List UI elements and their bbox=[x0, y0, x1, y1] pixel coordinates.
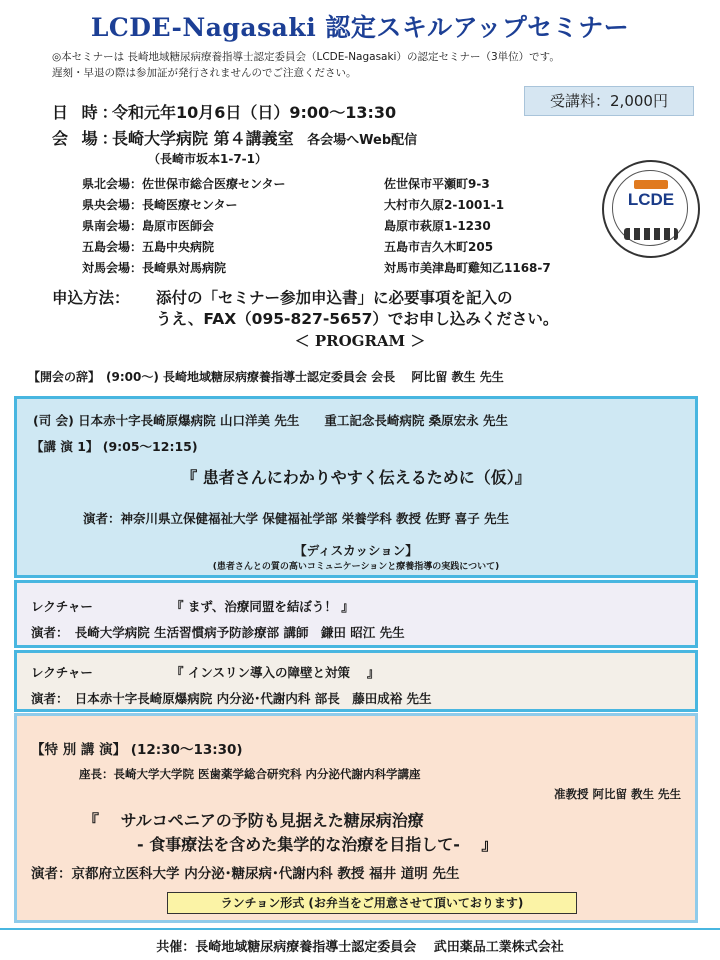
datetime-value: 令和元年10月6日（日）9:00～13:30 bbox=[112, 103, 397, 122]
logo-figures-icon bbox=[624, 228, 678, 240]
logo-ribbon bbox=[634, 180, 668, 189]
site-table bbox=[82, 174, 551, 279]
site-address: 五島市吉久木町205 bbox=[384, 240, 494, 254]
special-lecture-title-2: - 食事療法を含めた集学的な治療を目指して- 』 bbox=[137, 835, 498, 854]
site-name: 五島会場：五島中央病院 bbox=[82, 240, 215, 254]
note-line-2: 遅刻・早退の際は参加証が発行されませんのでご注意ください。 bbox=[52, 67, 357, 79]
site-name: 県北会場：佐世保市総合医療センター bbox=[82, 177, 286, 191]
site-address: 対馬市美津島町雞知乙1168-7 bbox=[384, 261, 551, 275]
application-method bbox=[52, 288, 558, 330]
venue-extra: 各会場へWeb配信 bbox=[307, 133, 418, 148]
fee-badge: 受講料：2,000円 bbox=[524, 86, 694, 116]
co-sponsors: 共催：長崎地域糖尿病療養指導士認定委員会 武田薬品工業株式会社 bbox=[156, 940, 564, 955]
lecture-1-title: 『 患者さんにわかりやすく伝えるために（仮）』 bbox=[181, 468, 531, 487]
opening-remarks: 【開会の辞】 (9:00～) 長崎地域糖尿病療養指導士認定委員会 会長 阿比留 教生 先生 bbox=[28, 370, 504, 384]
venue-label: 会 場： bbox=[52, 129, 122, 148]
special-lecture-title-1: 『 サルコペニアの予防も見据えた糖尿病治療 bbox=[83, 811, 424, 830]
special-lecture-speaker: 演者：京都府立医科大学 内分泌･糖尿病･代謝内科 教授 福井 道明 先生 bbox=[31, 866, 460, 882]
program-heading: ＜ PROGRAM ＞ bbox=[294, 332, 426, 350]
lecture-3-title: 『 インスリン導入の障壁と対策 』 bbox=[171, 665, 380, 680]
special-lecture-chair: 座長：長崎大学大学院 医歯薬学総合研究科 内分泌代謝内科学講座 bbox=[79, 767, 421, 781]
site-row bbox=[82, 216, 551, 237]
note-line-1: ◎本セミナーは 長崎地域糖尿病療養指導士認定委員会（LCDE-Nagasaki）の認定セミナー（3単位）です。 bbox=[52, 51, 560, 63]
lecture-2-title: 『 まず、治療同盟を結ぼう！ 』 bbox=[171, 599, 354, 614]
page-title: LCDE-Nagasaki 認定スキルアップセミナー bbox=[90, 13, 630, 42]
special-lecture-section bbox=[14, 713, 698, 923]
datetime-row bbox=[52, 100, 396, 123]
lecture-3-label: レクチャー bbox=[31, 665, 93, 680]
lcde-logo bbox=[602, 160, 700, 258]
special-lecture-chair-title: 准教授 阿比留 教生 先生 bbox=[553, 787, 681, 801]
lecture-1-section bbox=[14, 396, 698, 578]
site-name: 県南会場：島原市医師会 bbox=[82, 219, 215, 233]
discussion-heading: 【ディスカッション】 bbox=[294, 543, 418, 558]
site-address: 大村市久原2-1001-1 bbox=[384, 198, 505, 212]
site-row bbox=[82, 174, 551, 195]
apply-line-1: 添付の「セミナー参加申込書」に必要事項を記入の bbox=[156, 289, 513, 307]
apply-label: 申込方法： bbox=[52, 289, 130, 307]
venue-address: （長崎市坂本1-7-1） bbox=[148, 152, 268, 166]
lecture-2-section bbox=[14, 580, 698, 648]
venue-row bbox=[52, 126, 417, 149]
site-name: 対馬会場：長崎県対馬病院 bbox=[82, 261, 227, 275]
luncheon-notice: ランチョン形式 (お弁当をご用意させて頂いております) bbox=[167, 892, 577, 914]
site-row bbox=[82, 258, 551, 279]
lecture-1-heading: 【講 演 1】 (9:05～12:15) bbox=[31, 439, 198, 454]
site-row bbox=[82, 195, 551, 216]
lecture-2-label: レクチャー bbox=[31, 599, 93, 614]
lecture-3-speaker: 演者： 日本赤十字長崎原爆病院 内分泌･代謝内科 部長 藤田成裕 先生 bbox=[31, 691, 432, 706]
logo-text: LCDE bbox=[627, 190, 675, 209]
site-row bbox=[82, 237, 551, 258]
chairs: (司 会) 日本赤十字長崎原爆病院 山口洋美 先生 重工記念長崎病院 桑原宏永 先生 bbox=[33, 413, 509, 428]
venue-value: 長崎大学病院 第４講義室 bbox=[112, 129, 294, 148]
footer-divider bbox=[0, 928, 720, 930]
datetime-label: 日 時： bbox=[52, 103, 122, 122]
site-address: 佐世保市平瀬町9-3 bbox=[384, 177, 490, 191]
lecture-3-section bbox=[14, 650, 698, 712]
lecture-1-speaker: 演者：神奈川県立保健福祉大学 保健福祉学部 栄養学科 教授 佐野 喜子 先生 bbox=[83, 511, 510, 526]
lecture-2-speaker: 演者： 長崎大学病院 生活習慣病予防診療部 講師 鎌田 昭江 先生 bbox=[31, 625, 405, 640]
apply-line-2: うえ、FAX（095-827-5657）でお申し込みください。 bbox=[156, 310, 559, 328]
site-name: 県央会場：長崎医療センター bbox=[82, 198, 238, 212]
special-lecture-heading: 【特 別 講 演】 (12:30～13:30) bbox=[31, 742, 243, 758]
discussion-subtitle: (患者さんとの質の高いコミュニケーションと療養指導の実践について) bbox=[212, 562, 500, 572]
site-address: 島原市萩原1-1230 bbox=[384, 219, 491, 233]
